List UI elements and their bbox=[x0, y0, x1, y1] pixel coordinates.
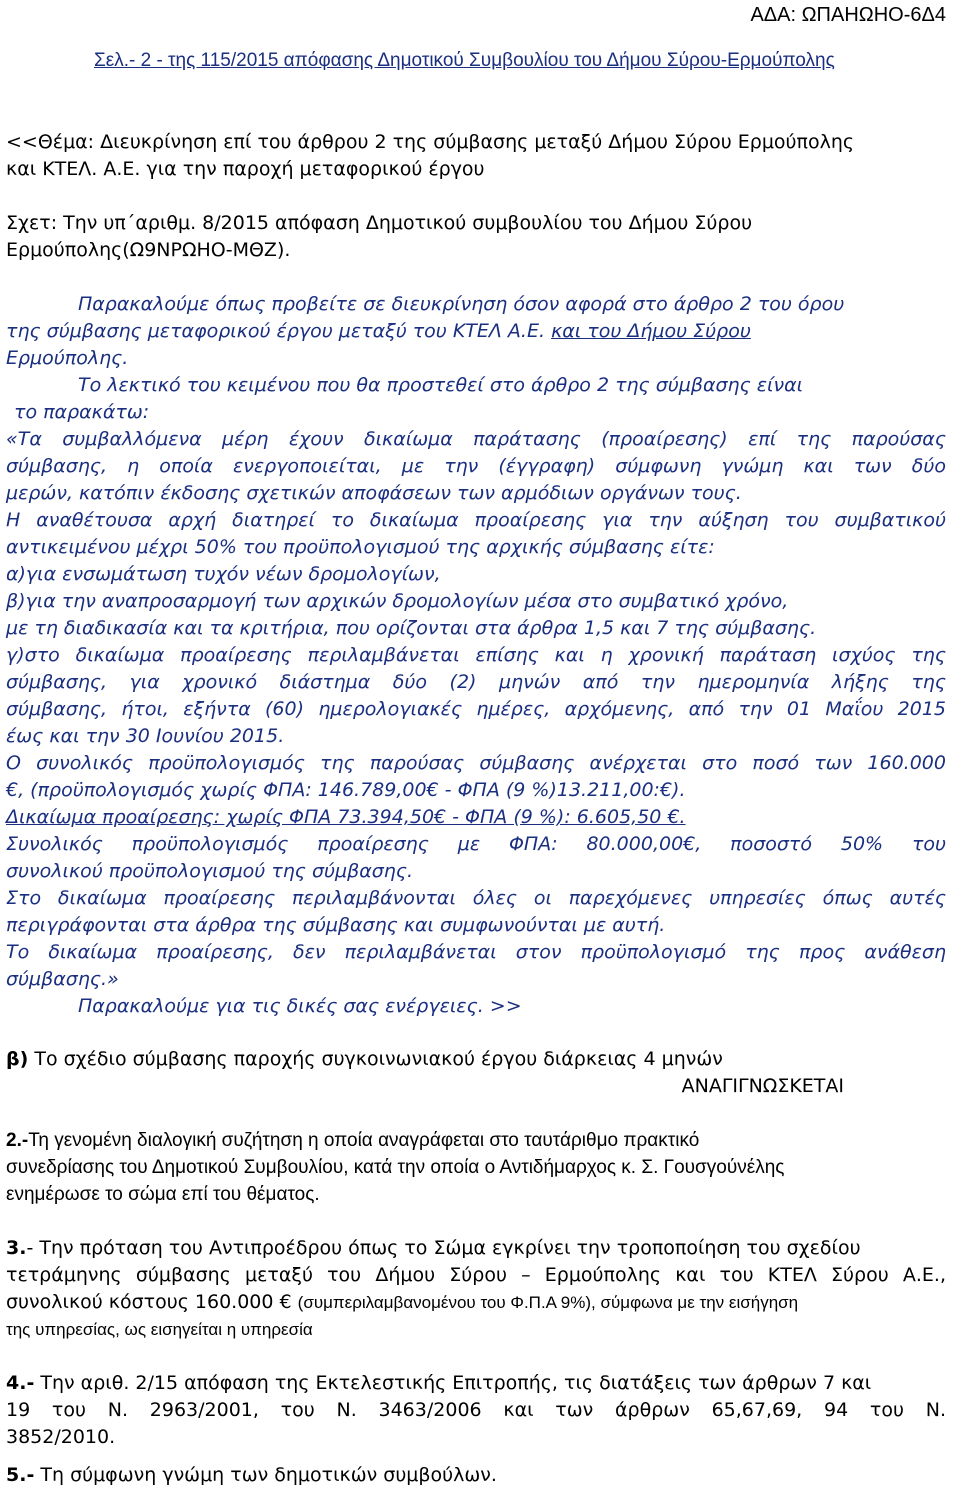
quote-line-2: σύμβασης, η οποία ενεργοποιείται, με την (έγγραφη) σύμφωνη γνώμη και των δύο bbox=[6, 455, 946, 477]
item-4-line-2: 19 του Ν. 2963/2001, του Ν. 3463/2006 και των άρθρων 65,67,69, 94 του Ν. bbox=[6, 1399, 946, 1421]
reference-line-1: Σχετ: Την υπ΄αριθμ. 8/2015 απόφαση Δημοτικού συμβουλίου του Δήμου Σύρου bbox=[6, 212, 753, 234]
quote-line-1: «Τα συμβαλλόμενα μέρη έχουν δικαίωμα παράτασης (προαίρεσης) επί της παρούσας bbox=[6, 428, 946, 450]
option-c-4: έως και την 30 Ιουνίου 2015. bbox=[6, 725, 285, 747]
item-5-text: Τη σύμφωνη γνώμη των δημοτικών συμβούλων. bbox=[40, 1464, 497, 1486]
option-b-2: με τη διαδικασία και τα κριτήρια, που ορίζονται στα άρθρα 1,5 και 7 της σύμβασης. bbox=[6, 617, 817, 639]
budget-line-2: €, (προϋπολογισμός χωρίς ΦΠΑ: 146.789,00€ - ΦΠΑ (9 %)13.211,00:€). bbox=[6, 779, 686, 801]
request-line-2a: της σύμβασης μεταφορικού έργου μεταξύ του ΚΤΕΛ Α.Ε. bbox=[6, 320, 546, 342]
exclusion-line-1: Το δικαίωμα προαίρεσης, δεν περιλαμβάνεται στον προϋπολογισμό της προς ανάθεση bbox=[6, 941, 946, 963]
item-b-label: β) bbox=[6, 1048, 29, 1070]
option-c-1: γ)στο δικαίωμα προαίρεσης περιλαμβάνεται επίσης και η χρονική παράταση ισχύος της bbox=[6, 644, 946, 666]
request-line-3: Ερμούπολης. bbox=[6, 347, 129, 369]
request-line-1: Παρακαλούμε όπως προβείτε σε διευκρίνηση όσον αφορά στο άρθρο 2 του όρου bbox=[78, 293, 845, 315]
item-3-line-1 bbox=[6, 1236, 946, 1261]
page-subtitle: Σελ.- 2 - της 115/2015 απόφασης Δημοτικού Συμβουλίου του Δήμου Σύρου-Ερμούπολης bbox=[94, 50, 835, 71]
document-code: ΑΔΑ: ΩΠΑΗΩΗΟ-6Δ4 bbox=[750, 4, 946, 26]
item-4-line-1 bbox=[6, 1371, 946, 1396]
option-c-2: σύμβασης, για χρονικό διάστημα δύο (2) μηνών από την ημερομηνία λήξης της bbox=[6, 671, 946, 693]
item-b bbox=[6, 1047, 946, 1072]
exclusion-line-2: σύμβασης.» bbox=[6, 968, 119, 990]
item-2-text-1: Τη γενομένη διαλογική συζήτηση η οποία αναγράφεται στο ταυτάριθμο πρακτικό bbox=[28, 1130, 700, 1151]
item-3-text-1: - Την πρόταση του Αντιπροέδρου όπως το Σώμα εγκρίνει την τροποποίηση του σχεδίου bbox=[26, 1237, 861, 1259]
option-a: α)για ενσωμάτωση τυχόν νέων δρομολογίων, bbox=[6, 563, 441, 585]
item-2-line-1 bbox=[6, 1128, 946, 1153]
item-3-number: 3. bbox=[6, 1237, 27, 1259]
item-b-text: Το σχέδιο σύμβασης παροχής συγκοινωνιακού έργου διάρκειας 4 μηνών bbox=[34, 1048, 723, 1070]
services-line-2: περιγράφονται στα άρθρα της σύμβασης και συμφωνούνται με αυτή. bbox=[6, 914, 666, 936]
subject-line-1: <<Θέμα: Διευκρίνηση επί του άρθρου 2 της σύμβασης μεταξύ Δήμου Σύρου Ερμούπολης bbox=[6, 131, 855, 153]
services-line-1: Στο δικαίωμα προαίρεσης περιλαμβάνονται όλες οι παρεχόμενες υπηρεσίες όπως αυτές bbox=[6, 887, 946, 909]
item-3-vat-note: (συμπεριλαμβανομένου του Φ.Π.Α 9%), σύμφωνα με την εισήγηση bbox=[297, 1293, 799, 1312]
closing-line: Παρακαλούμε για τις δικές σας ενέργειες. >> bbox=[78, 995, 522, 1017]
request-line-2b: και του Δήμου Σύρου bbox=[551, 320, 751, 342]
total-line-1: Συνολικός προϋπολογισμός προαίρεσης με ΦΠΑ: 80.000,00€, ποσοστό 50% του bbox=[6, 833, 946, 855]
option-right: Δικαίωμα προαίρεσης: χωρίς ΦΠΑ 73.394,50€ - ΦΠΑ (9 %): 6.605,50 €. bbox=[6, 806, 686, 828]
option-c-3: σύμβασης, ήτοι, εξήντα (60) ημερολογιακές ημέρες, αρχόμενης, από την 01 Μαΐου 2015 bbox=[6, 698, 946, 720]
total-line-2: συνολικού προϋπολογισμού της σύμβασης. bbox=[6, 860, 414, 882]
item-4-line-3: 3852/2010. bbox=[6, 1426, 116, 1448]
item-3-line-3 bbox=[6, 1290, 946, 1315]
item-3-line-2: τετράμηνης σύμβασης μεταξύ του Δήμου Σύρου – Ερμούπολης και του ΚΤΕΛ Σύρου Α.Ε., bbox=[6, 1264, 946, 1286]
item-5 bbox=[6, 1463, 946, 1488]
option-b: β)για την αναπροσαρμογή των αρχικών δρομολογίων μέσα στο συμβατικό χρόνο, bbox=[6, 590, 789, 612]
item-2-line-2: συνεδρίασης του Δημοτικού Συμβουλίου, κατά την οποία ο Αντιδήμαρχος κ. Σ. Γουσγούνέλης bbox=[6, 1157, 785, 1178]
item-4-text-1: Την αριθ. 2/15 απόφαση της Εκτελεστικής Επιτροπής, τις διατάξεις των άρθρων 7 και bbox=[40, 1372, 872, 1394]
text-intro-line-1: Το λεκτικό του κειμένου που θα προστεθεί στο άρθρο 2 της σύμβασης είναι bbox=[78, 374, 804, 396]
text-intro-line-2: το παρακάτω: bbox=[14, 401, 150, 423]
item-4-number: 4.- bbox=[6, 1372, 35, 1394]
item-5-number: 5.- bbox=[6, 1464, 35, 1486]
item-2-number: 2.- bbox=[6, 1130, 29, 1151]
item-3-line-4: της υπηρεσίας, ως εισηγείται η υπηρεσία bbox=[6, 1320, 313, 1339]
reference-line-2: Ερμούπολης(Ω9ΝΡΩΗΟ-ΜΘΖ). bbox=[6, 239, 291, 261]
authority-line-2: αντικειμένου μέχρι 50% του προϋπολογισμού της αρχικής σύμβασης είτε: bbox=[6, 536, 715, 558]
quote-line-3: μερών, κατόπιν έκδοσης σχετικών αποφάσεων των αρμόδιων οργάνων τους. bbox=[6, 482, 742, 504]
item-2-line-3: ενημέρωσε το σώμα επί του θέματος. bbox=[6, 1184, 320, 1205]
authority-line-1: Η αναθέτουσα αρχή διατηρεί το δικαίωμα προαίρεσης για την αύξηση του συμβατικού bbox=[6, 509, 946, 531]
budget-line-1: Ο συνολικός προϋπολογισμός της παρούσας σύμβασης ανέρχεται στο ποσό των 160.000 bbox=[6, 752, 946, 774]
read-label: ΑΝΑΓΙΓΝΩΣΚΕΤΑΙ bbox=[681, 1075, 844, 1097]
request-line-2 bbox=[6, 319, 946, 344]
item-3-cost: συνολικού κόστους 160.000 € bbox=[6, 1291, 292, 1313]
subject-line-2: και ΚΤΕΛ. Α.Ε. για την παροχή μεταφορικού έργου bbox=[6, 158, 485, 180]
